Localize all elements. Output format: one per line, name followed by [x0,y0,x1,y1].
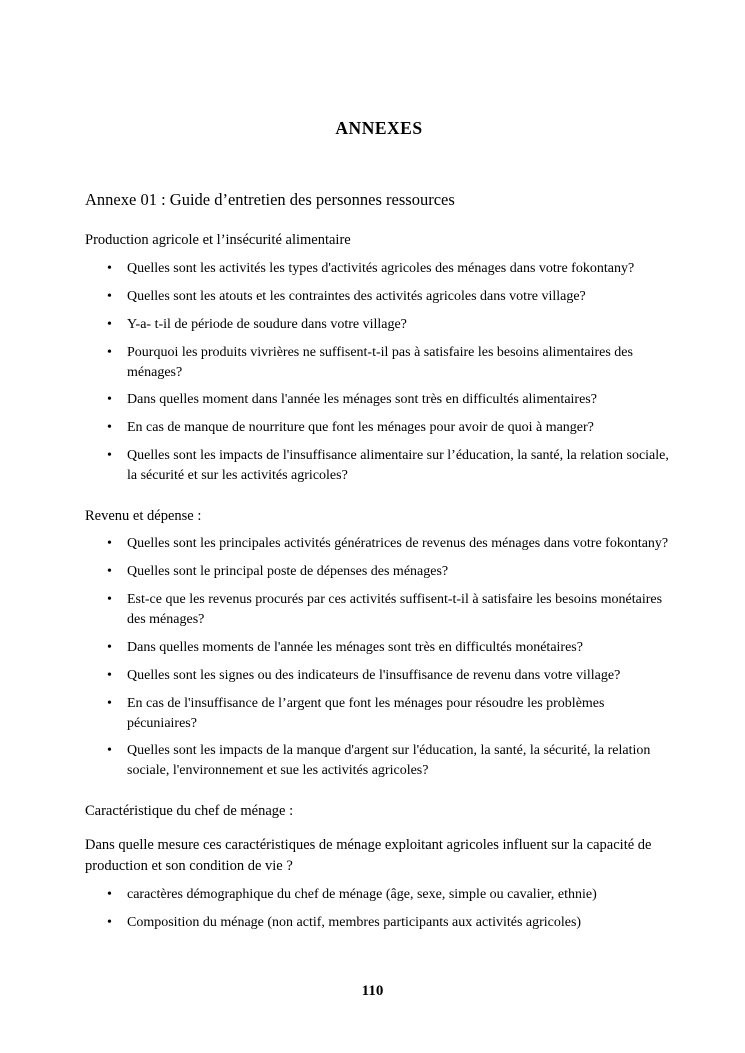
list-item [85,287,673,307]
bullet-icon: • [107,564,112,580]
bullet-icon: • [107,592,112,608]
bullet-icon: • [107,667,112,683]
list-item [85,913,673,933]
list-item [85,638,673,658]
list-item [85,315,673,335]
list-item [85,885,673,905]
section-label-revenu: Revenu et dépense : [85,507,202,524]
bullet-icon: • [107,639,112,655]
list-item [85,259,673,279]
list-item [85,418,673,438]
list-item [85,590,673,630]
list-item-text: Pourquoi les produits vivrières ne suffisent-t-il pas à satisfaire les besoins alimentaires des ménages? [127,344,633,380]
bullet-icon: • [107,743,112,759]
section-paragraph-caracteristique: Dans quelle mesure ces caractéristiques de ménage exploitant agricoles influent sur la capacité de production et son condition de vie ? [85,836,652,874]
list-item-text: Quelles sont les impacts de la manque d'argent sur l'éducation, la santé, la sécurité, la relation sociale, l'environnement et sue les activités agricoles? [127,743,651,779]
list-item [85,741,673,781]
list-item-text: Dans quelles moments de l'année les ménages sont très en difficultés monétaires? [127,639,583,655]
list-item [85,534,673,554]
list-item [85,562,673,582]
list-item [85,343,673,383]
section-label-caracteristique: Caractéristique du chef de ménage : [85,803,294,820]
bullet-icon: • [107,344,112,360]
bullet-icon: • [107,914,112,930]
question-list-revenu [85,534,673,781]
page-content [85,0,673,941]
bullet-icon: • [107,536,112,552]
list-item-text: Quelles sont les signes ou des indicateurs de l'insuffisance de revenu dans votre village? [127,667,621,683]
list-item-text: Quelles sont les atouts et les contraintes des activités agricoles dans votre village? [127,288,586,304]
list-item [85,694,673,734]
bullet-icon: • [107,392,112,408]
bullet-icon: • [107,316,112,332]
annex-heading: Annexe 01 : Guide d’entretien des personnes ressources [85,190,455,209]
list-item-text: En cas de manque de nourriture que font les ménages pour avoir de quoi à manger? [127,420,594,436]
list-item-text: Dans quelles moment dans l'année les ménages sont très en difficultés alimentaires? [127,392,597,408]
section-label-production: Production agricole et l’insécurité alimentaire [85,232,351,249]
list-item-text: Quelles sont les principales activités génératrices de revenus des ménages dans votre fokontany? [127,536,669,552]
list-item-text: Composition du ménage (non actif, membres participants aux activités agricoles) [127,914,582,930]
question-list-caracteristique [85,885,673,933]
list-item-text: Est-ce que les revenus procurés par ces activités suffisent-t-il à satisfaire les besoins monétaires des ménages? [127,592,663,628]
list-item-text: caractères démographique du chef de ménage (âge, sexe, simple ou cavalier, ethnie) [127,886,597,902]
bullet-icon: • [107,420,112,436]
list-item [85,390,673,410]
bullet-icon: • [107,886,112,902]
list-item [85,666,673,686]
list-item-text: Quelles sont les impacts de l'insuffisance alimentaire sur l’éducation, la santé, la relation sociale, la sécurité et sur les activités agricoles? [127,448,669,483]
list-item-text: Y-a- t-il de période de soudure dans votre village? [127,316,407,332]
page-title: ANNEXES [335,118,423,138]
list-item-text: Quelles sont le principal poste de dépenses des ménages? [127,564,449,580]
list-item-text: En cas de l'insuffisance de l’argent que font les ménages pour résoudre les problèmes pécuniaires? [127,695,605,731]
list-item [85,446,673,486]
bullet-icon: • [107,695,112,711]
bullet-icon: • [107,448,112,464]
question-list-production [85,259,673,486]
page-number: 110 [361,983,384,999]
bullet-icon: • [107,261,112,276]
list-item-text: Quelles sont les activités les types d'activités agricoles des ménages dans votre fokontany? [127,261,635,276]
bullet-icon: • [107,288,112,304]
